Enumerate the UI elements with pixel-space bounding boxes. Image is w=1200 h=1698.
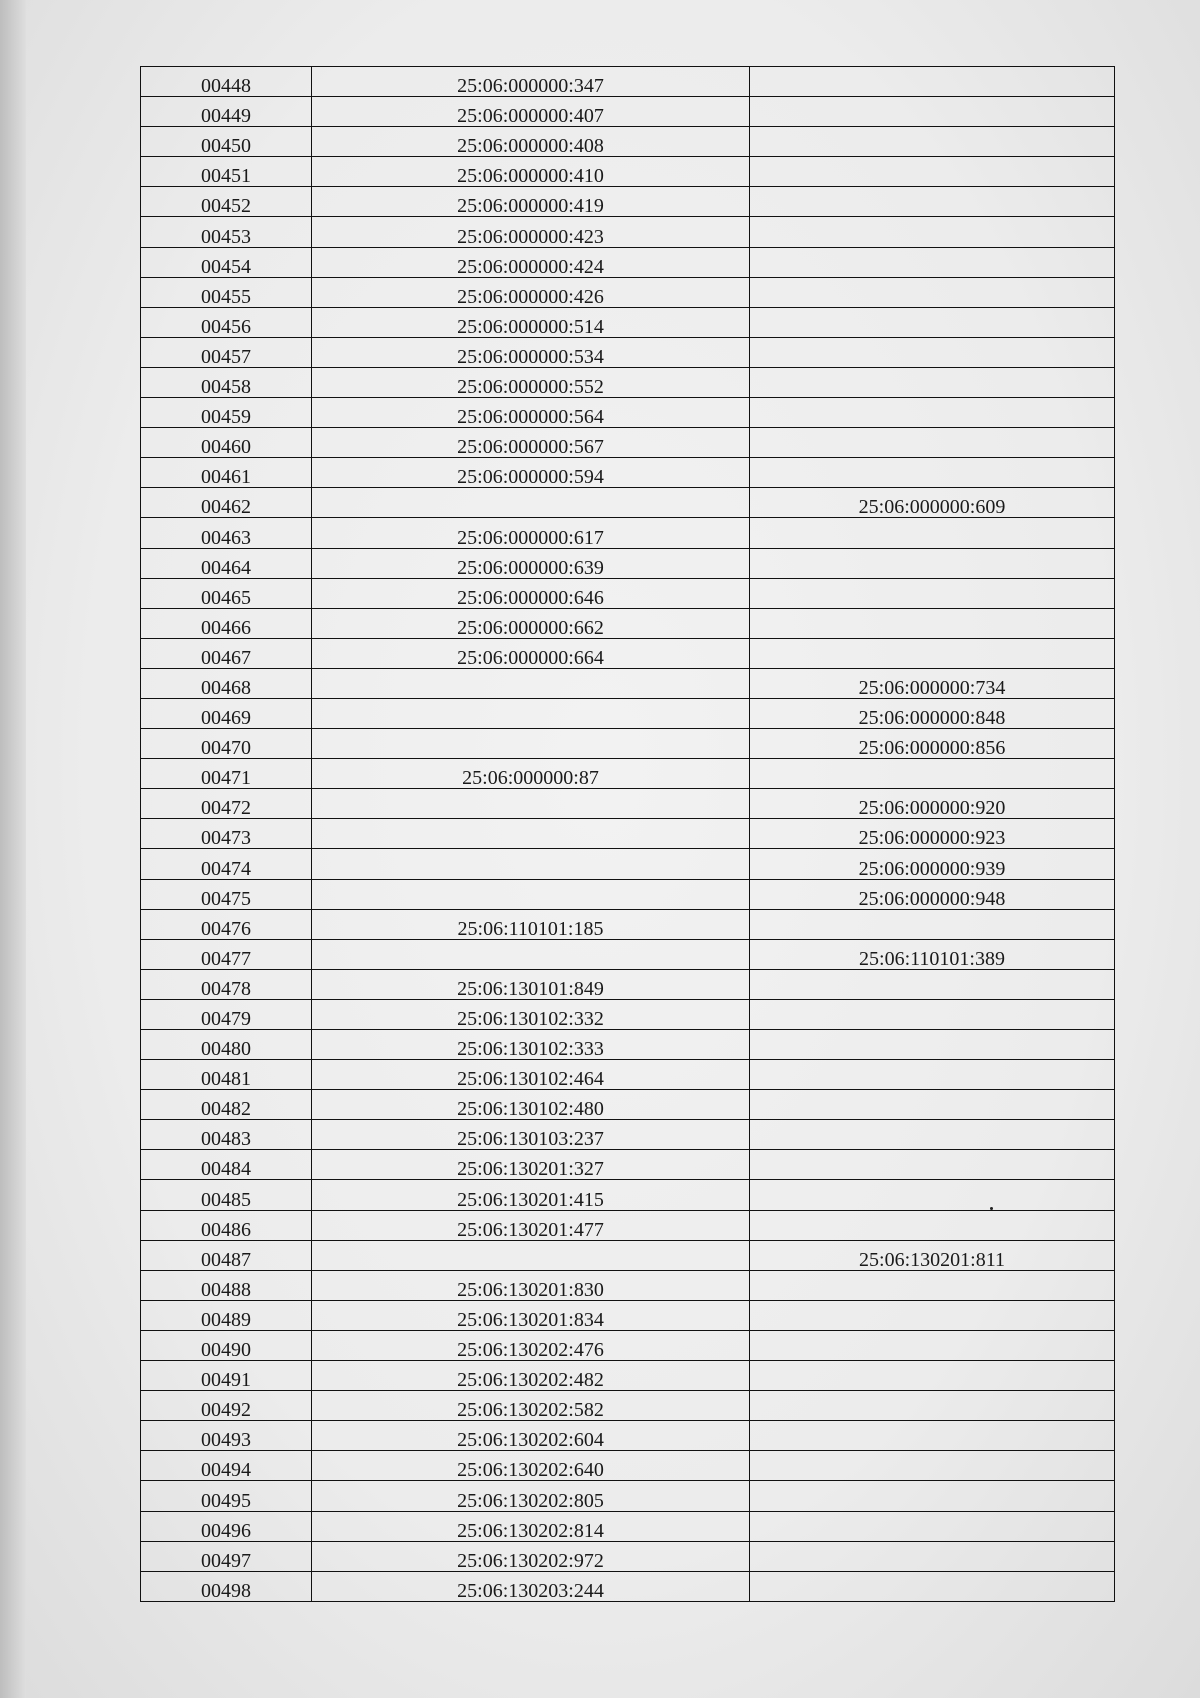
row-number-cell: 00484 (141, 1150, 312, 1180)
row-number-cell: 00481 (141, 1060, 312, 1090)
row-number-cell: 00483 (141, 1120, 312, 1150)
alt-cadastral-number-cell (750, 458, 1115, 488)
stray-mark (990, 1207, 993, 1210)
table-row (141, 789, 1115, 819)
alt-cadastral-number-cell (750, 307, 1115, 337)
cadastral-number-cell: 25:06:130201:327 (312, 1150, 750, 1180)
row-number-cell: 00463 (141, 518, 312, 548)
table-body (141, 67, 1115, 1602)
alt-cadastral-number-cell: 25:06:000000:923 (750, 819, 1115, 849)
scan-edge-shadow (0, 0, 26, 1698)
row-number-cell: 00460 (141, 428, 312, 458)
cadastral-number-cell: 25:06:130201:477 (312, 1210, 750, 1240)
cadastral-number-cell: 25:06:000000:424 (312, 247, 750, 277)
alt-cadastral-number-cell: 25:06:000000:856 (750, 729, 1115, 759)
cadastral-number-cell (312, 879, 750, 909)
row-number-cell: 00486 (141, 1210, 312, 1240)
cadastral-number-cell: 25:06:000000:87 (312, 759, 750, 789)
alt-cadastral-number-cell (750, 578, 1115, 608)
table-row (141, 608, 1115, 638)
alt-cadastral-number-cell (750, 608, 1115, 638)
row-number-cell: 00498 (141, 1571, 312, 1601)
cadastral-number-cell: 25:06:130102:480 (312, 1090, 750, 1120)
alt-cadastral-number-cell (750, 909, 1115, 939)
alt-cadastral-number-cell (750, 187, 1115, 217)
row-number-cell: 00465 (141, 578, 312, 608)
alt-cadastral-number-cell (750, 1300, 1115, 1330)
cadastral-number-cell: 25:06:130202:604 (312, 1421, 750, 1451)
table-row (141, 1541, 1115, 1571)
cadastral-number-cell: 25:06:130101:849 (312, 969, 750, 999)
table-row (141, 849, 1115, 879)
row-number-cell: 00492 (141, 1391, 312, 1421)
alt-cadastral-number-cell (750, 428, 1115, 458)
table-row (141, 1451, 1115, 1481)
alt-cadastral-number-cell (750, 398, 1115, 428)
alt-cadastral-number-cell: 25:06:000000:948 (750, 879, 1115, 909)
table-row (141, 759, 1115, 789)
alt-cadastral-number-cell: 25:06:000000:920 (750, 789, 1115, 819)
cadastral-number-cell (312, 729, 750, 759)
alt-cadastral-number-cell (750, 1481, 1115, 1511)
table-row (141, 247, 1115, 277)
table-row (141, 909, 1115, 939)
alt-cadastral-number-cell (750, 1180, 1115, 1210)
alt-cadastral-number-cell (750, 1451, 1115, 1481)
table-row (141, 1180, 1115, 1210)
alt-cadastral-number-cell (750, 337, 1115, 367)
alt-cadastral-number-cell (750, 217, 1115, 247)
row-number-cell: 00469 (141, 698, 312, 728)
alt-cadastral-number-cell (750, 277, 1115, 307)
cadastral-number-cell: 25:06:000000:664 (312, 638, 750, 668)
row-number-cell: 00449 (141, 97, 312, 127)
alt-cadastral-number-cell (750, 969, 1115, 999)
cadastral-number-cell (312, 849, 750, 879)
row-number-cell: 00478 (141, 969, 312, 999)
cadastral-number-cell: 25:06:000000:662 (312, 608, 750, 638)
alt-cadastral-number-cell (750, 1120, 1115, 1150)
row-number-cell: 00455 (141, 277, 312, 307)
cadastral-number-cell: 25:06:000000:347 (312, 67, 750, 97)
cadastral-number-cell (312, 819, 750, 849)
table-row (141, 398, 1115, 428)
cadastral-number-cell: 25:06:130102:333 (312, 1030, 750, 1060)
table-row (141, 969, 1115, 999)
row-number-cell: 00491 (141, 1361, 312, 1391)
cadastral-number-cell: 25:06:130201:834 (312, 1300, 750, 1330)
row-number-cell: 00485 (141, 1180, 312, 1210)
row-number-cell: 00473 (141, 819, 312, 849)
cadastral-number-cell: 25:06:000000:419 (312, 187, 750, 217)
row-number-cell: 00494 (141, 1451, 312, 1481)
alt-cadastral-number-cell (750, 1391, 1115, 1421)
row-number-cell: 00487 (141, 1240, 312, 1270)
table-row (141, 879, 1115, 909)
alt-cadastral-number-cell (750, 1330, 1115, 1360)
alt-cadastral-number-cell (750, 247, 1115, 277)
cadastral-number-cell: 25:06:000000:639 (312, 548, 750, 578)
cadastral-number-cell: 25:06:000000:534 (312, 337, 750, 367)
table-row (141, 127, 1115, 157)
table-row (141, 819, 1115, 849)
table-row (141, 518, 1115, 548)
cadastral-number-cell: 25:06:130203:244 (312, 1571, 750, 1601)
table-row (141, 578, 1115, 608)
row-number-cell: 00471 (141, 759, 312, 789)
alt-cadastral-number-cell (750, 1030, 1115, 1060)
cadastral-number-cell: 25:06:130102:464 (312, 1060, 750, 1090)
cadastral-number-cell (312, 789, 750, 819)
row-number-cell: 00480 (141, 1030, 312, 1060)
row-number-cell: 00474 (141, 849, 312, 879)
cadastral-number-cell (312, 698, 750, 728)
table-row (141, 1150, 1115, 1180)
alt-cadastral-number-cell: 25:06:000000:734 (750, 668, 1115, 698)
alt-cadastral-number-cell: 25:06:130201:811 (750, 1240, 1115, 1270)
table-row (141, 157, 1115, 187)
row-number-cell: 00482 (141, 1090, 312, 1120)
row-number-cell: 00493 (141, 1421, 312, 1451)
row-number-cell: 00497 (141, 1541, 312, 1571)
row-number-cell: 00468 (141, 668, 312, 698)
table-row (141, 1421, 1115, 1451)
table-row (141, 458, 1115, 488)
row-number-cell: 00467 (141, 638, 312, 668)
cadastral-number-cell (312, 668, 750, 698)
cadastral-number-cell: 25:06:130202:805 (312, 1481, 750, 1511)
row-number-cell: 00476 (141, 909, 312, 939)
row-number-cell: 00495 (141, 1481, 312, 1511)
table-row (141, 1361, 1115, 1391)
alt-cadastral-number-cell (750, 67, 1115, 97)
row-number-cell: 00464 (141, 548, 312, 578)
cadastral-number-cell: 25:06:000000:646 (312, 578, 750, 608)
table-row (141, 1240, 1115, 1270)
row-number-cell: 00458 (141, 367, 312, 397)
table-row (141, 337, 1115, 367)
alt-cadastral-number-cell (750, 548, 1115, 578)
row-number-cell: 00475 (141, 879, 312, 909)
table-row (141, 698, 1115, 728)
cadastral-number-cell: 25:06:000000:617 (312, 518, 750, 548)
cadastral-number-cell: 25:06:130102:332 (312, 999, 750, 1029)
row-number-cell: 00454 (141, 247, 312, 277)
cadastral-number-cell (312, 1240, 750, 1270)
table-row (141, 367, 1115, 397)
cadastral-number-cell: 25:06:130201:415 (312, 1180, 750, 1210)
alt-cadastral-number-cell (750, 127, 1115, 157)
table-row (141, 999, 1115, 1029)
alt-cadastral-number-cell (750, 1270, 1115, 1300)
table-row (141, 1511, 1115, 1541)
table-row (141, 939, 1115, 969)
cadastral-number-cell: 25:06:130202:814 (312, 1511, 750, 1541)
alt-cadastral-number-cell: 25:06:110101:389 (750, 939, 1115, 969)
table-row (141, 1090, 1115, 1120)
row-number-cell: 00448 (141, 67, 312, 97)
table-row (141, 217, 1115, 247)
row-number-cell: 00451 (141, 157, 312, 187)
alt-cadastral-number-cell (750, 1541, 1115, 1571)
alt-cadastral-number-cell (750, 97, 1115, 127)
cadastral-number-cell: 25:06:000000:423 (312, 217, 750, 247)
alt-cadastral-number-cell (750, 638, 1115, 668)
cadastral-number-cell: 25:06:130202:640 (312, 1451, 750, 1481)
alt-cadastral-number-cell (750, 1571, 1115, 1601)
cadastral-number-cell: 25:06:000000:407 (312, 97, 750, 127)
alt-cadastral-number-cell (750, 1210, 1115, 1240)
row-number-cell: 00466 (141, 608, 312, 638)
table-row (141, 729, 1115, 759)
cadastral-number-cell: 25:06:000000:410 (312, 157, 750, 187)
cadastral-number-cell: 25:06:130103:237 (312, 1120, 750, 1150)
cadastral-number-cell: 25:06:130202:582 (312, 1391, 750, 1421)
row-number-cell: 00450 (141, 127, 312, 157)
cadastral-number-cell: 25:06:000000:564 (312, 398, 750, 428)
cadastral-number-cell (312, 488, 750, 518)
table-row (141, 1330, 1115, 1360)
alt-cadastral-number-cell: 25:06:000000:609 (750, 488, 1115, 518)
row-number-cell: 00470 (141, 729, 312, 759)
table-row (141, 1481, 1115, 1511)
row-number-cell: 00459 (141, 398, 312, 428)
alt-cadastral-number-cell (750, 759, 1115, 789)
table-row (141, 1120, 1115, 1150)
alt-cadastral-number-cell (750, 1150, 1115, 1180)
alt-cadastral-number-cell: 25:06:000000:848 (750, 698, 1115, 728)
table-row (141, 1060, 1115, 1090)
cadastral-number-cell: 25:06:110101:185 (312, 909, 750, 939)
row-number-cell: 00461 (141, 458, 312, 488)
table-row (141, 428, 1115, 458)
alt-cadastral-number-cell (750, 1421, 1115, 1451)
row-number-cell: 00477 (141, 939, 312, 969)
alt-cadastral-number-cell (750, 1090, 1115, 1120)
row-number-cell: 00489 (141, 1300, 312, 1330)
row-number-cell: 00462 (141, 488, 312, 518)
table-row (141, 187, 1115, 217)
alt-cadastral-number-cell (750, 1060, 1115, 1090)
cadastral-number-cell: 25:06:000000:408 (312, 127, 750, 157)
row-number-cell: 00479 (141, 999, 312, 1029)
cadastral-number-cell: 25:06:130202:476 (312, 1330, 750, 1360)
cadastral-number-cell: 25:06:130201:830 (312, 1270, 750, 1300)
cadastral-number-cell: 25:06:000000:426 (312, 277, 750, 307)
alt-cadastral-number-cell (750, 1511, 1115, 1541)
row-number-cell: 00472 (141, 789, 312, 819)
table-row (141, 1391, 1115, 1421)
table-row (141, 548, 1115, 578)
table-row (141, 1030, 1115, 1060)
table-row (141, 1210, 1115, 1240)
cadastral-number-cell: 25:06:000000:514 (312, 307, 750, 337)
table-row (141, 488, 1115, 518)
table-row (141, 67, 1115, 97)
cadastral-number-table (140, 66, 1115, 1602)
row-number-cell: 00496 (141, 1511, 312, 1541)
row-number-cell: 00490 (141, 1330, 312, 1360)
cadastral-number-cell: 25:06:000000:567 (312, 428, 750, 458)
cadastral-number-cell: 25:06:130202:482 (312, 1361, 750, 1391)
table-row (141, 1571, 1115, 1601)
row-number-cell: 00457 (141, 337, 312, 367)
table-row (141, 277, 1115, 307)
table-row (141, 638, 1115, 668)
row-number-cell: 00452 (141, 187, 312, 217)
row-number-cell: 00453 (141, 217, 312, 247)
cadastral-number-cell: 25:06:000000:552 (312, 367, 750, 397)
table-row (141, 1300, 1115, 1330)
alt-cadastral-number-cell (750, 1361, 1115, 1391)
alt-cadastral-number-cell (750, 518, 1115, 548)
cadastral-number-cell: 25:06:000000:594 (312, 458, 750, 488)
alt-cadastral-number-cell (750, 367, 1115, 397)
row-number-cell: 00456 (141, 307, 312, 337)
table-row (141, 1270, 1115, 1300)
alt-cadastral-number-cell: 25:06:000000:939 (750, 849, 1115, 879)
table-row (141, 307, 1115, 337)
alt-cadastral-number-cell (750, 157, 1115, 187)
table-row (141, 668, 1115, 698)
alt-cadastral-number-cell (750, 999, 1115, 1029)
table-row (141, 97, 1115, 127)
row-number-cell: 00488 (141, 1270, 312, 1300)
cadastral-number-cell (312, 939, 750, 969)
cadastral-number-cell: 25:06:130202:972 (312, 1541, 750, 1571)
